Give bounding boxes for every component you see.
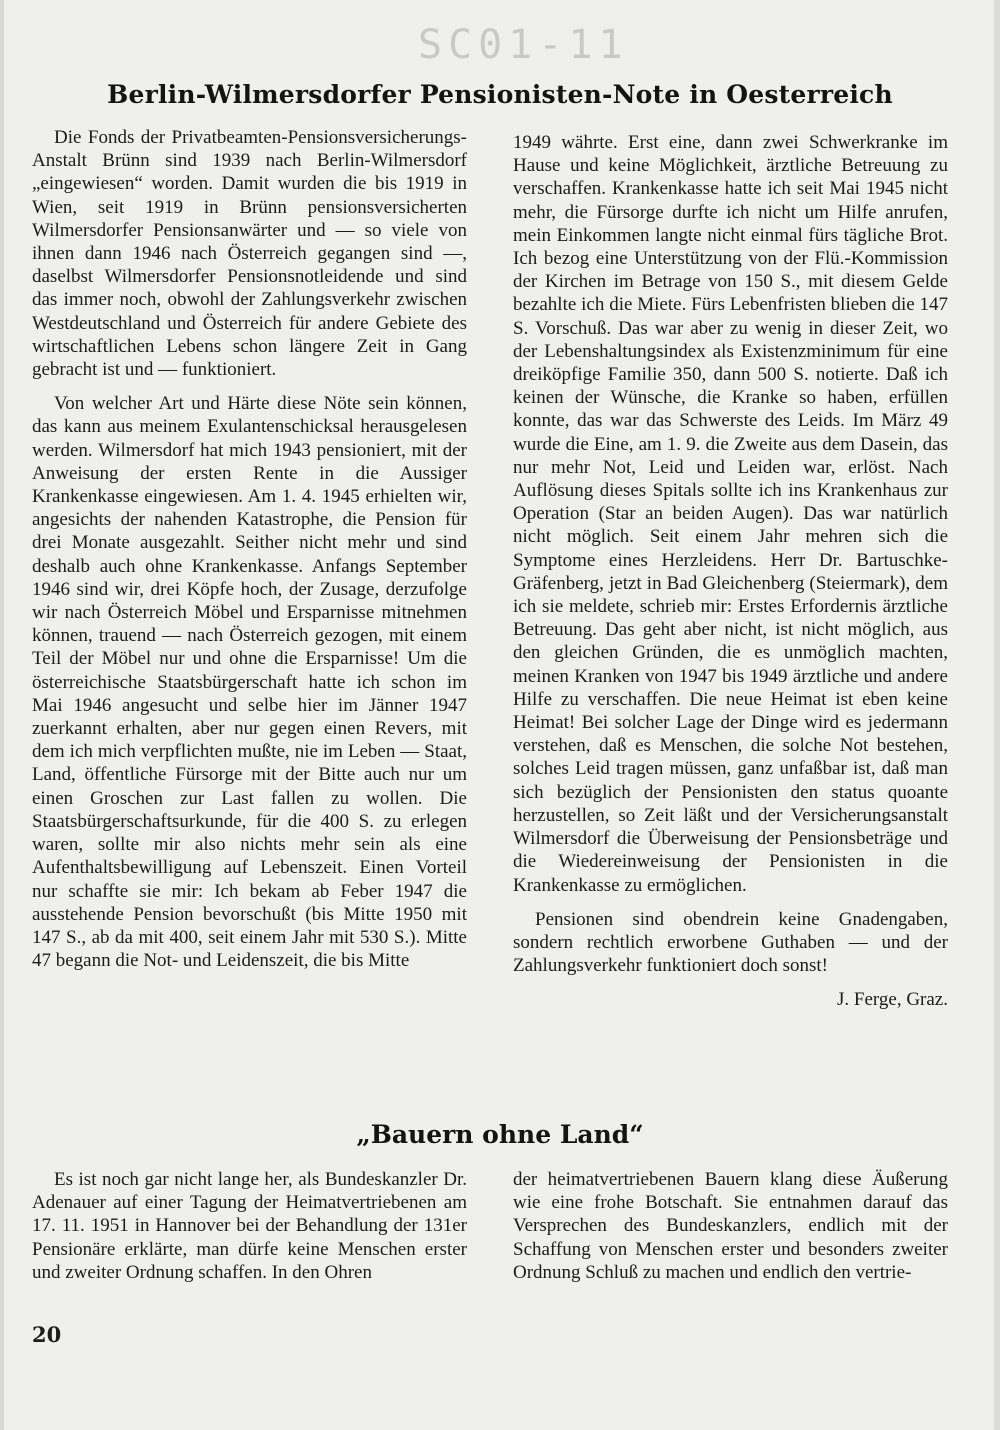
article-title: „Bauern ohne Land“: [356, 1120, 644, 1149]
paragraph: Pensionen sind obendrein keine Gnadengaben, sondern rechtlich erworbene Guthaben — und der Zahlungsverkehr funktioniert doch sonst!: [513, 908, 948, 977]
article-column-left: [32, 1168, 467, 1284]
archive-stamp: SC01-11: [418, 22, 629, 68]
page-edge-left: [0, 0, 4, 1430]
paragraph: Es ist noch gar nicht lange her, als Bundeskanzler Dr. Adenauer auf einer Tagung der Heimatvertriebenen am 17. 11. 1951 in Hannover bei der Behandlung der 131er Pensionäre erklärte, man dürfe keine Menschen erster und zweiter Ordnung schaffen. In den Ohren: [32, 1169, 467, 1283]
paragraph: Von welcher Art und Härte diese Nöte sein können, das kann aus meinem Exulantenschicksal herausgelesen werden. Wilmersdorf hat mich 1943 pensioniert, mit der Anweisung der ersten Rente in die Aussiger Krankenkasse eingewiesen. Am 1. 4. 1945 erhielten wir, angesichts der nahenden Katastrophe, die Pension für drei Monate ausgezahlt. Seither nicht mehr und sind deshalb auch ohne Krankenkasse. Anfangs September 1946 sind wir, drei Köpfe hoch, der Zusage, derzufolge wir nach Österreich Möbel und Ersparnisse mitnehmen können, trauend — nach Österreich gezogen, mit einem Teil der Möbel nur und ohne die Ersparnisse! Um die österreichische Staatsbürgerschaft hatte ich schon im Mai 1946 angesucht und selbe hier im Jänner 1947 zuerkannt erhalten, aber nur gegen einen Revers, mit dem ich mich verpflichten mußte, nie im Leben — Staat, Land, öffentliche Fürsorge mit der Bitte auch nur um einen Groschen zur Last fallen zu wollen. Die Staatsbürgerschaftsurkunde, für die 400 S. zu erlegen waren, sollte mir also nichts mehr sein als eine Aufenthaltsbewilligung auf Lebenszeit. Einen Vorteil nur schaffte sie mir: Ich bekam ab Feber 1947 die ausstehende Pension bevorschußt (bis Mitte 1950 mit 147 S., ab da mit 400, seit einem Jahr mit 530 S.). Mitte 47 begann die Not- und Leidenszeit, die bis Mitte: [32, 393, 467, 972]
article-column-left: [32, 126, 467, 972]
author-signature: J. Ferge, Graz.: [837, 989, 948, 1011]
article-title: Berlin-Wilmersdorfer Pensionisten-Note in Oesterreich: [107, 80, 893, 109]
article-column-right: [513, 1168, 948, 1284]
page-edge-right: [994, 0, 1000, 1430]
paragraph: Die Fonds der Privatbeamten-Pensionsversicherungs-Anstalt Brünn sind 1939 nach Berlin-Wilmersdorf „eingewiesen“ worden. Damit wurden die bis 1919 in Wien, seit 1919 in Brünn pensionsversicherten Wilmersdorfer Pensionsanwärter und — so viele von ihnen dann 1946 nach Österreich gegangen sind —, daselbst Wilmersdorfer Pensionsnotleidende und sind das immer noch, obwohl der Zahlungsverkehr zwischen Westdeutschland und Österreich für andere Gebiete des wirtschaftlichen Lebens schon längere Zeit in Gang gebracht ist und — funktioniert.: [32, 127, 467, 381]
page-number: 20: [32, 1322, 62, 1347]
article-column-right: [513, 131, 948, 1012]
paragraph: 1949 währte. Erst eine, dann zwei Schwerkranke im Hause und keine Möglichkeit, ärztliche Betreuung zu verschaffen. Krankenkasse hatte ich seit Mai 1945 nicht mehr, die Fürsorge durfte ich nicht um Hilfe anrufen, mein Einkommen langte nicht einmal fürs tägliche Brot. Ich bezog eine Unterstützung von der Flü.-Kommission der Kirchen im Betrage von 150 S., mit diesem Gelde bezahlte ich die Miete. Fürs Lebenfristen blieben die 147 S. Vorschuß. Das war aber zu wenig in dieser Zeit, wo der Lebenshaltungsindex als Existenzminimum für eine dreiköpfige Familie 350, dann 500 S. notierte. Daß ich keinen der Wünsche, die Kranke so haben, erfüllen konnte, das war das Schwerste des Leids. Im März 49 wurde die Eine, am 1. 9. die Zweite aus dem Dasein, das nur mehr Not, Leid und Leiden war, erlöst. Nach Auflösung dieses Spitals sollte ich ins Krankenhaus zur Operation (Star an beiden Augen). Das war natürlich nicht möglich. Seit einem Jahr mehren sich die Symptome eines Herzleidens. Herr Dr. Bartuschke-Gräfenberg, jetzt in Bad Gleichenberg (Steiermark), dem ich sie meldete, schrieb mir: Erstes Erfordernis ärztliche Betreuung. Das geht aber nicht, ist nicht möglich, aus den gleichen Gründen, die es unmöglich machten, meinen Kranken von 1947 bis 1949 ärztliche und andere Hilfe zu verschaffen. Die neue Heimat ist eben keine Heimat! Bei solcher Lage der Dinge wird es jedermann verstehen, daß es Menschen, die solche Not bestehen, solches Leid tragen müssen, ganz unfaßbar ist, daß man sich bezüglich der Pensionisten den status quoante herzustellen, so Zeit läßt und der Versicherungsanstalt Wilmersdorf die Überweisung der Pensionsbeträge und die Wiedereinweisung der Pensionisten in die Krankenkasse zu ermöglichen.: [513, 132, 948, 896]
paragraph: der heimatvertriebenen Bauern klang diese Äußerung wie eine frohe Botschaft. Sie entnahmen darauf das Versprechen des Bundeskanzlers, endlich mit der Schaffung von Menschen erster und besonders zweiter Ordnung Schluß zu machen und endlich den vertrie-: [513, 1169, 948, 1283]
